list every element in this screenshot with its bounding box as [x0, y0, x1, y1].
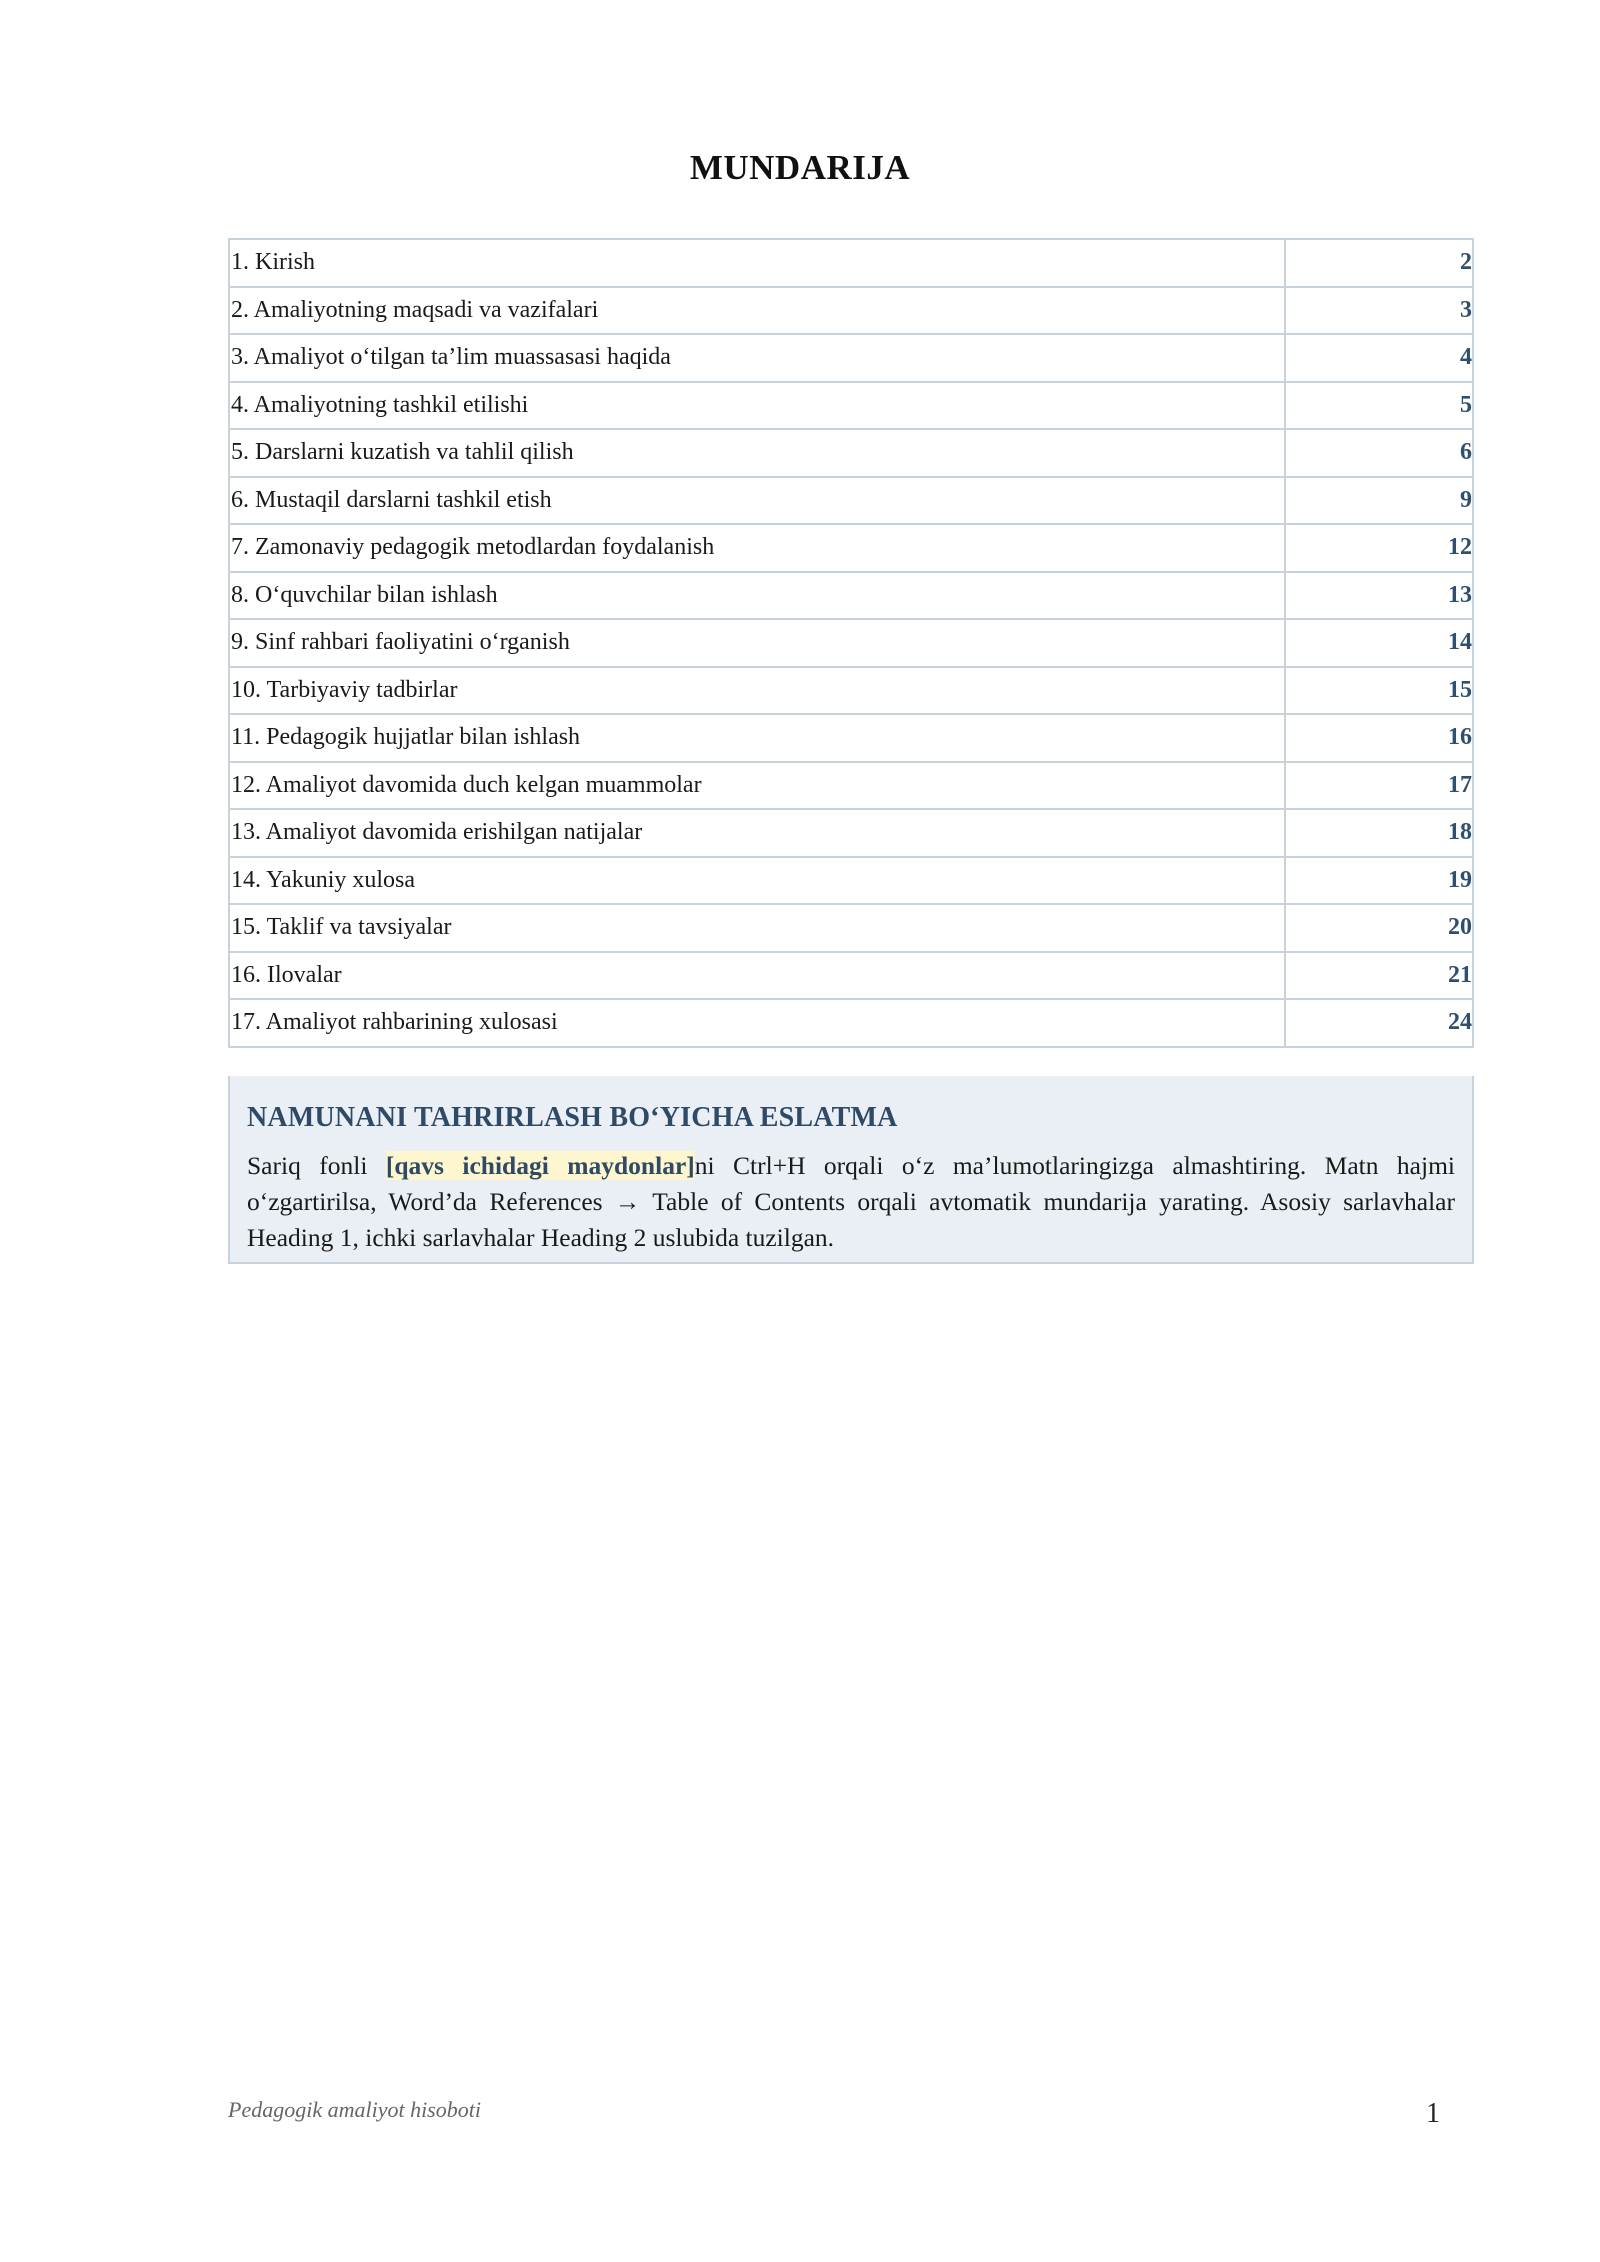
toc-entry-page: 5 [1285, 382, 1473, 430]
toc-row [229, 809, 1473, 857]
note-highlight-placeholder: [qavs ichidagi maydonlar] [385, 1151, 695, 1180]
toc-row [229, 762, 1473, 810]
footer-document-title: Pedagogik amaliyot hisoboti [228, 2097, 481, 2122]
toc-row [229, 334, 1473, 382]
toc-entry-page: 14 [1285, 619, 1473, 667]
editing-note-box [228, 1076, 1474, 1264]
toc-entry-page: 6 [1285, 429, 1473, 477]
toc-entry-label: 5. Darslarni kuzatish va tahlil qilish [229, 429, 1285, 477]
note-text-before: Sariq fonli [247, 1151, 386, 1180]
toc-entry-page: 21 [1285, 952, 1473, 1000]
toc-entry-label: 8. O‘quvchilar bilan ishlash [229, 572, 1285, 620]
toc-entry-label: 14. Yakuniy xulosa [229, 857, 1285, 905]
toc-row [229, 524, 1473, 572]
toc-entry-label: 1. Kirish [229, 239, 1285, 287]
toc-entry-page: 18 [1285, 809, 1473, 857]
note-text [247, 1148, 1455, 1256]
toc-table [228, 238, 1474, 1048]
toc-entry-page: 9 [1285, 477, 1473, 525]
toc-row [229, 477, 1473, 525]
toc-row [229, 667, 1473, 715]
toc-entry-label: 12. Amaliyot davomida duch kelgan muammolar [229, 762, 1285, 810]
toc-entry-page: 13 [1285, 572, 1473, 620]
toc-entry-label: 7. Zamonaviy pedagogik metodlardan foydalanish [229, 524, 1285, 572]
toc-row [229, 999, 1473, 1047]
toc-row [229, 572, 1473, 620]
toc-entry-page: 19 [1285, 857, 1473, 905]
toc-entry-label: 6. Mustaqil darslarni tashkil etish [229, 477, 1285, 525]
toc-entry-page: 15 [1285, 667, 1473, 715]
toc-entry-page: 17 [1285, 762, 1473, 810]
toc-row [229, 287, 1473, 335]
toc-row [229, 714, 1473, 762]
toc-entry-page: 3 [1285, 287, 1473, 335]
toc-row [229, 904, 1473, 952]
toc-entry-label: 9. Sinf rahbari faoliyatini o‘rganish [229, 619, 1285, 667]
toc-entry-page: 20 [1285, 904, 1473, 952]
toc-entry-page: 2 [1285, 239, 1473, 287]
toc-entry-label: 11. Pedagogik hujjatlar bilan ishlash [229, 714, 1285, 762]
toc-entry-label: 16. Ilovalar [229, 952, 1285, 1000]
toc-row [229, 857, 1473, 905]
toc-row [229, 619, 1473, 667]
toc-entry-label: 4. Amaliyotning tashkil etilishi [229, 382, 1285, 430]
toc-row [229, 429, 1473, 477]
toc-entry-label: 2. Amaliyotning maqsadi va vazifalari [229, 287, 1285, 335]
toc-entry-page: 4 [1285, 334, 1473, 382]
toc-row [229, 382, 1473, 430]
toc-entry-label: 10. Tarbiyaviy tadbirlar [229, 667, 1285, 715]
footer-page-number: 1 [1426, 2098, 1440, 2129]
note-text-after: ni Ctrl+H orqali o‘z ma’lumotlaringizga almashtiring. Matn hajmi o‘zgartirilsa, Word’da References → Table of Contents orqali avtomatik mundarija yarating. Asosiy sarlavhalar Heading 1, ichki sarlavhalar Heading 2 uslubida tuzilgan. [247, 1151, 1455, 1252]
toc-entry-label: 3. Amaliyot o‘tilgan ta’lim muassasasi haqida [229, 334, 1285, 382]
note-title: NAMUNANI TAHRIRLASH BO‘YICHA ESLATMA [247, 1102, 898, 1133]
toc-entry-page: 12 [1285, 524, 1473, 572]
toc-body [229, 239, 1473, 1047]
toc-entry-label: 17. Amaliyot rahbarining xulosasi [229, 999, 1285, 1047]
toc-entry-label: 13. Amaliyot davomida erishilgan natijalar [229, 809, 1285, 857]
toc-row [229, 239, 1473, 287]
toc-entry-page: 24 [1285, 999, 1473, 1047]
toc-entry-label: 15. Taklif va tavsiyalar [229, 904, 1285, 952]
toc-row [229, 952, 1473, 1000]
toc-entry-page: 16 [1285, 714, 1473, 762]
page-title: MUNDARIJA [689, 148, 911, 187]
